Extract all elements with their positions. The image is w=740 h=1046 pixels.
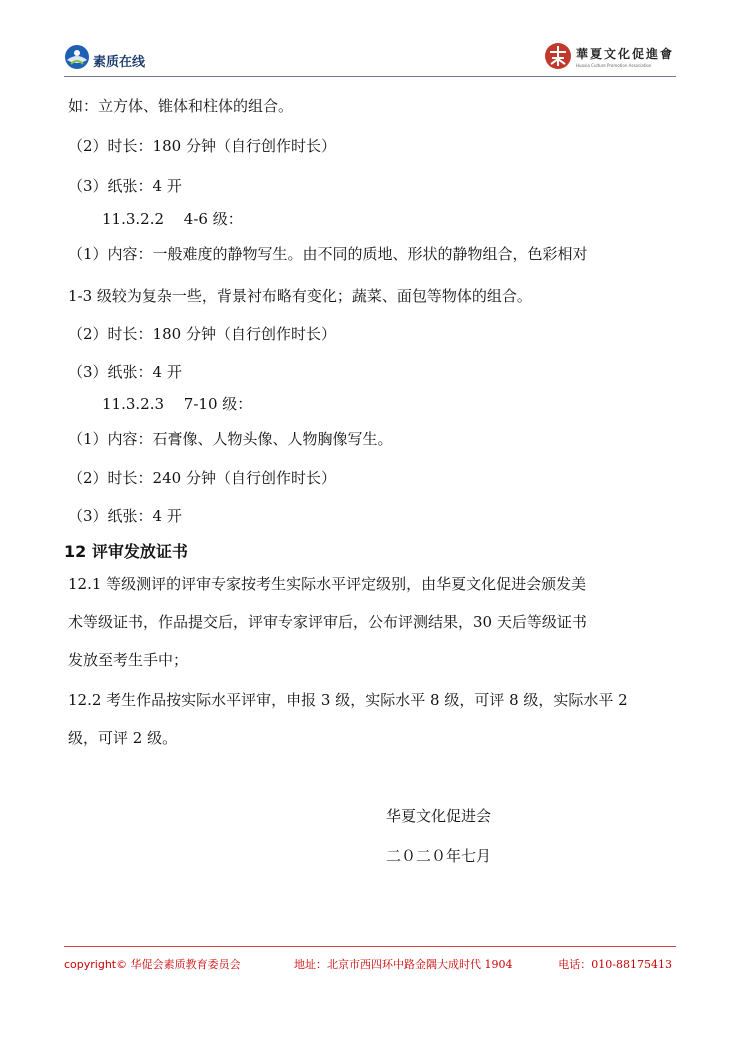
body-line: （3）纸张：4 开 [68,363,182,381]
subsection-title: 11.3.2.2 4-6 级： [102,210,243,228]
section-heading: 12 评审发放证书 [64,542,188,561]
header-divider [64,76,676,77]
seal-icon [544,42,572,70]
page-header [64,40,674,78]
huaxia-association-logo [544,42,674,70]
footer-copyright: copyright© 华促会素质教育委员会 [64,958,241,971]
paragraph-line: 12.2 考生作品按实际水平评审，申报 3 级，实际水平 8 级，可评 8 级，实际水平 2 [68,691,628,709]
body-line: （2）时长：180 分钟（自行创作时长） [68,325,336,343]
body-line: （3）纸张：4 开 [68,507,182,525]
body-line: （1）内容：石膏像、人物头像、人物胸像写生。 [68,430,393,448]
signature-date: 二０二０年七月 [386,847,492,865]
footer-phone: 电话：010-88175413 [558,958,672,971]
body-line: （3）纸张：4 开 [68,177,182,195]
right-logo-en: Huaxia Culture Promotion Association [575,62,652,68]
body-line: 如：立方体、锥体和柱体的组合。 [68,97,294,115]
paragraph-line: 级，可评 2 级。 [68,729,178,747]
paragraph-line: 术等级证书，作品提交后，评审专家评审后，公布评测结果，30 天后等级证书 [68,613,587,631]
suzhi-online-logo [64,44,145,70]
left-logo-text: 素质在线 [93,54,146,70]
body-line: （2）时长：240 分钟（自行创作时长） [68,469,336,487]
footer-divider [64,946,676,947]
footer-address: 地址：北京市西四环中路金隅大成时代 1904 [294,958,513,971]
paragraph-line: 12.1 等级测评的评审专家按考生实际水平评定级别，由华夏文化促进会颁发美 [68,575,587,593]
body-line: 1-3 级较为复杂一些，背景衬布略有变化；蔬菜、面包等物体的组合。 [68,287,532,305]
page-footer [64,956,676,972]
paragraph-line: 发放至考生手中； [68,651,189,669]
right-logo-text: 華夏文化促進會 [575,46,674,61]
subsection-title: 11.3.2.3 7-10 级： [102,395,253,413]
body-line: （2）时长：180 分钟（自行创作时长） [68,137,336,155]
globe-person-icon [64,44,90,70]
body-line: （1）内容：一般难度的静物写生。由不同的质地、形状的静物组合，色彩相对 [68,245,588,263]
signature-org: 华夏文化促进会 [386,807,492,825]
